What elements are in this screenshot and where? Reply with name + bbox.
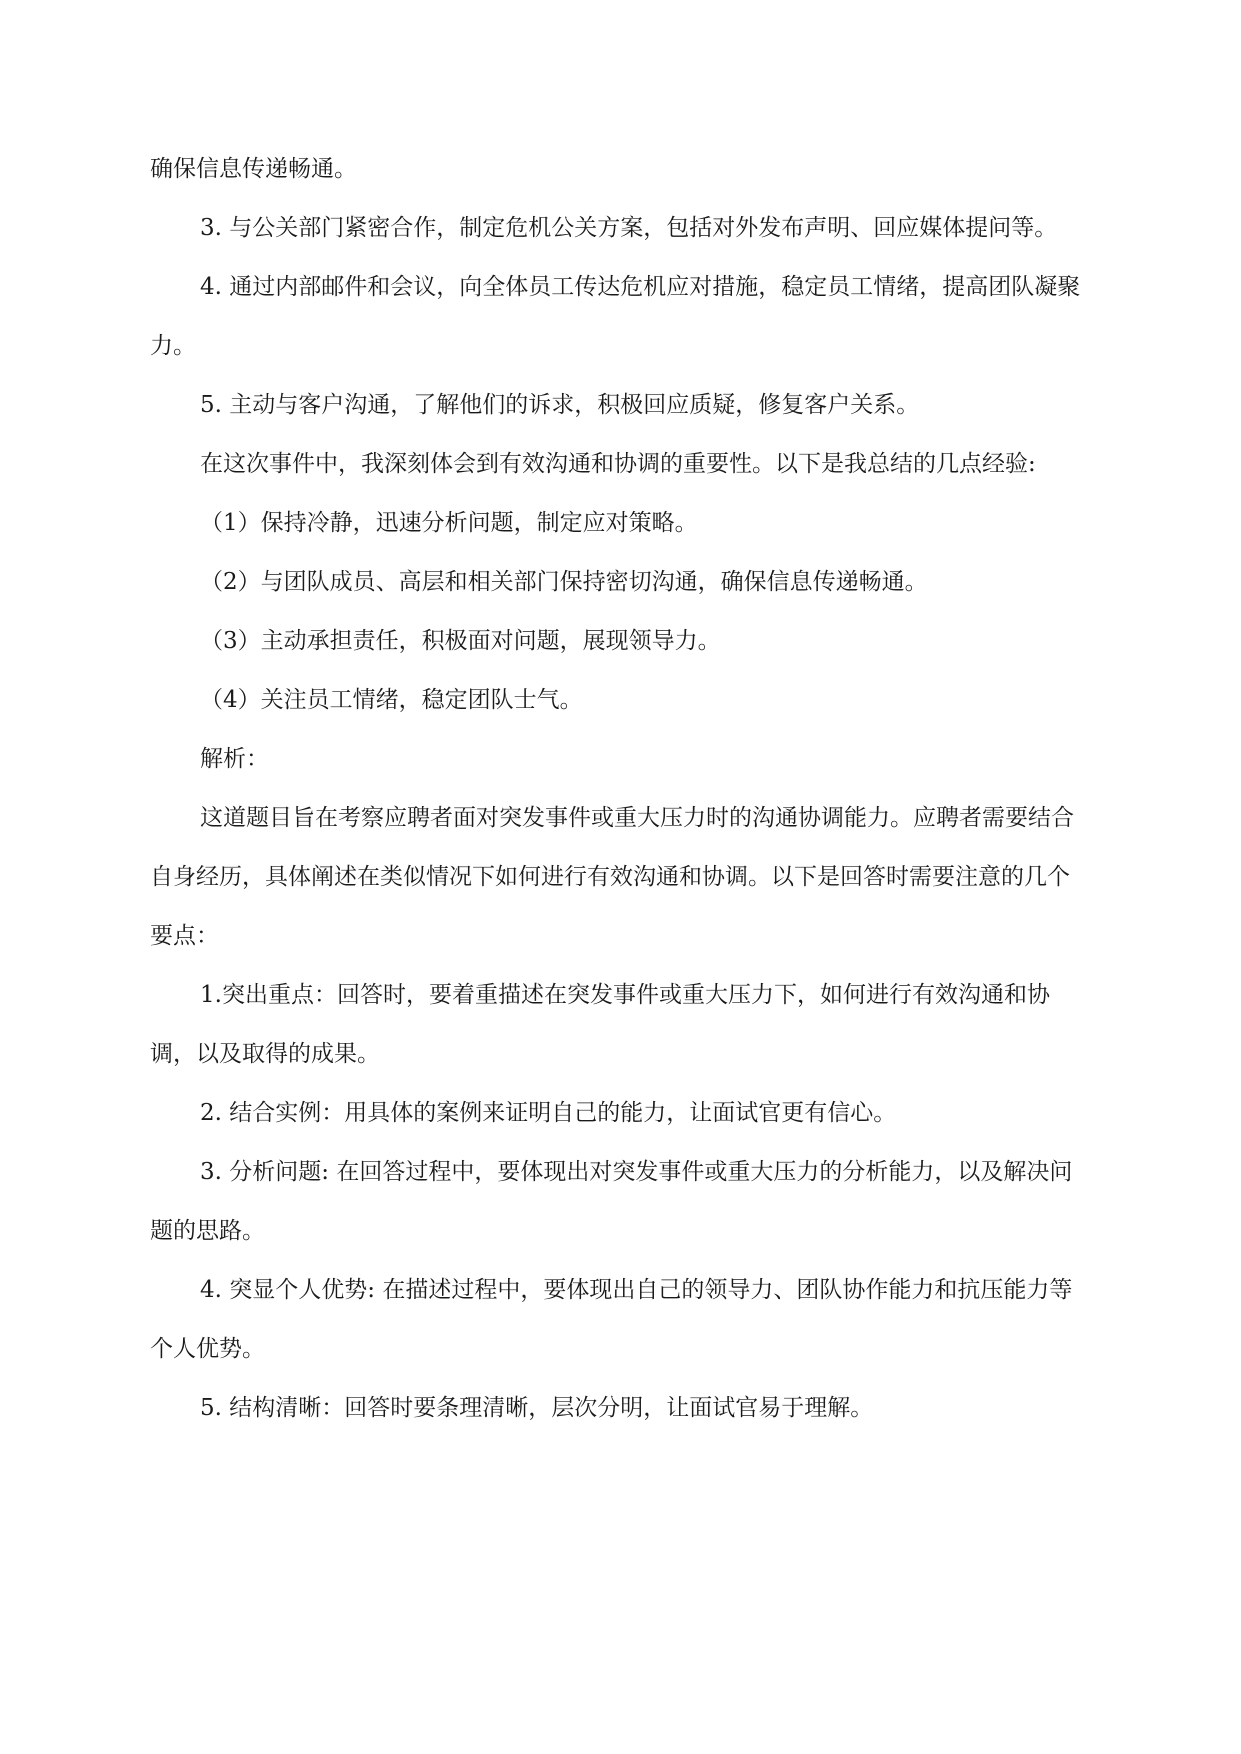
list-item-4: 4. 通过内部邮件和会议，向全体员工传达危机应对措施，稳定员工情绪，提高团队凝聚力。 <box>150 274 1081 359</box>
experience-item-1: （1）保持冷静，迅速分析问题，制定应对策略。 <box>200 510 698 536</box>
list-item-3: 3. 与公关部门紧密合作，制定危机公关方案，包括对外发布声明、回应媒体提问等。 <box>200 215 1058 241</box>
tip-item-3: 3. 分析问题: 在回答过程中，要体现出对突发事件或重大压力的分析能力，以及解决问题的思路。 <box>150 1159 1073 1244</box>
tip-item-5: 5. 结构清晰：回答时要条理清晰，层次分明，让面试官易于理解。 <box>200 1395 874 1421</box>
tip-item-1: 1.突出重点：回答时，要着重描述在突发事件或重大压力下，如何进行有效沟通和协调，以及取得的成果。 <box>150 982 1050 1067</box>
experience-item-4: （4）关注员工情绪，稳定团队士气。 <box>200 687 583 713</box>
experience-item-2: （2）与团队成员、高层和相关部门保持密切沟通，确保信息传递畅通。 <box>200 569 928 595</box>
analysis-paragraph: 这道题目旨在考察应聘者面对突发事件或重大压力时的沟通协调能力。应聘者需要结合自身经历，具体阐述在类似情况下如何进行有效沟通和协调。以下是回答时需要注意的几个要点： <box>150 805 1074 949</box>
paragraph-continuation: 确保信息传递畅通。 <box>150 156 357 182</box>
tip-item-4: 4. 突显个人优势: 在描述过程中，要体现出自己的领导力、团队协作能力和抗压能力等个人优势。 <box>150 1277 1073 1362</box>
experience-item-3: （3）主动承担责任，积极面对问题，展现领导力。 <box>200 628 721 654</box>
analysis-heading: 解析： <box>200 746 269 772</box>
document-body <box>150 140 1090 1438</box>
list-item-5: 5. 主动与客户沟通，了解他们的诉求，积极回应质疑，修复客户关系。 <box>200 392 920 418</box>
experience-intro: 在这次事件中，我深刻体会到有效沟通和协调的重要性。以下是我总结的几点经验: <box>200 451 1036 477</box>
tip-item-2: 2. 结合实例：用具体的案例来证明自己的能力，让面试官更有信心。 <box>200 1100 897 1126</box>
